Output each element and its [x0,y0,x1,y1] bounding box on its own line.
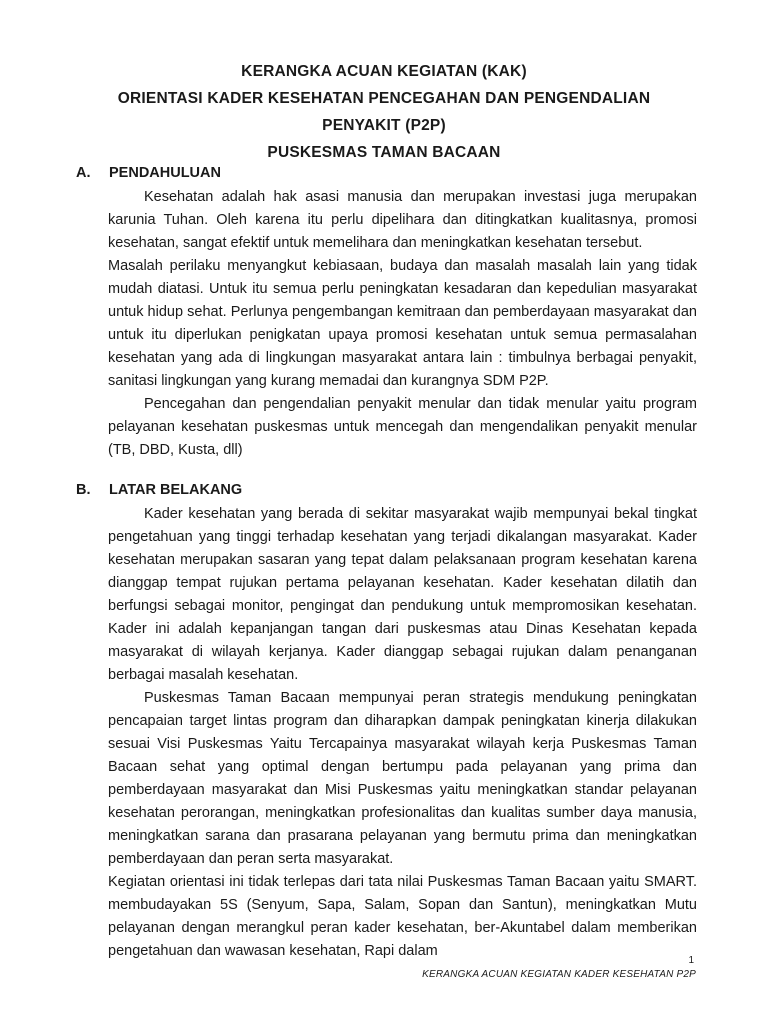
section-letter: B. [76,482,91,498]
section-body-pendahuluan [108,186,697,462]
section-title: LATAR BELAKANG [109,482,243,498]
section-letter: A. [76,165,91,181]
section-body-latar-belakang [108,503,697,963]
page-number: 1 [688,955,694,966]
paragraph: Masalah perilaku menyangkut kebiasaan, budaya dan masalah masalah lain yang tidak mudah diatasi. Untuk itu semua perlu peningkatan kesadaran dan kepedulian masyarakat untuk hidup sehat. Perlunya pengembangan kemitraan dan pemberdayaan masyarakat dan untuk itu diperlukan penigkatan upaya promosi kesehatan untuk semua permasalahan kesehatan yang ada di lingkungan masyarakat antara lain : timbulnya berbagai penyakit, sanitasi lingkungan yang kurang memadai dan kurangnya SDM P2P. [108,258,697,389]
title-line-2: ORIENTASI KADER KESEHATAN PENCEGAHAN DAN PENGENDALIAN [117,90,651,107]
section-title: PENDAHULUAN [109,165,221,181]
title-line-1: KERANGKA ACUAN KEGIATAN (KAK) [241,63,527,80]
title-line-3: PENYAKIT (P2P) [322,117,446,134]
title-line-4: PUSKESMAS TAMAN BACAAN [267,144,501,161]
document-title [60,58,708,166]
page-footer: KERANGKA ACUAN KEGIATAN KADER KESEHATAN P2P [422,969,696,980]
paragraph: Kesehatan adalah hak asasi manusia dan merupakan investasi juga merupakan karunia Tuhan. Oleh karena itu perlu dipelihara dan ditingkatkan kualitasnya, promosi kesehatan, sangat efektif untuk memelihara dan meningkatkan kesehatan tersebut. [108,189,697,251]
paragraph: Kegiatan orientasi ini tidak terlepas dari tata nilai Puskesmas Taman Bacaan yaitu SMART. membudayakan 5S (Senyum, Sapa, Salam, Sopan dan Santun), meningkatkan Mutu pelayanan dengan merangkul peran kader kesehatan, ber-Akuntabel dalam memberikan pengetahuan dan wawasan kesehatan, Rapi dalam [108,874,697,959]
section-heading-pendahuluan [76,165,696,181]
paragraph: Pencegahan dan pengendalian penyakit menular dan tidak menular yaitu program pelayanan kesehatan puskesmas untuk mencegah dan mengendalikan penyakit menular (TB, DBD, Kusta, dll) [108,396,697,458]
section-heading-latar-belakang [76,482,696,498]
paragraph: Kader kesehatan yang berada di sekitar masyarakat wajib mempunyai bekal tingkat pengetahuan yang tinggi terhadap kesehatan yang terjadi dikalangan masyarakat. Kader kesehatan merupakan sasaran yang tepat dalam pelaksanaan program kesehatan karena dianggap tempat rujukan pertama pelayanan kesehatan. Kader kesehatan dilatih dan berfungsi sebagai monitor, pengingat dan pendukung untuk mempromosikan kesehatan. Kader ini adalah kepanjangan tangan dari puskesmas atau Dinas Kesehatan kepada masyarakat di wilayah kerjanya. Kader dianggap sebagai rujukan dalam penanganan berbagai masalah kesehatan. [108,506,697,683]
paragraph: Puskesmas Taman Bacaan mempunyai peran strategis mendukung peningkatan pencapaian target lintas program dan diharapkan dampak peningkatan kinerja dilakukan sesuai Visi Puskesmas Yaitu Tercapainya masyarakat wilayah kerja Puskesmas Taman Bacaan sehat yang optimal dengan bertumpu pada pelayanan yang prima dan pemberdayaan masyarakat dan Misi Puskesmas yaitu meningkatkan standar pelayanan kesehatan perorangan, meningkatkan profesionalitas dan kualitas sumber daya manusia, meningkatkan sarana dan prasarana pelayanan yang bermutu prima dan meningkatkan pemberdayaan dan peran serta masyarakat. [108,690,697,867]
